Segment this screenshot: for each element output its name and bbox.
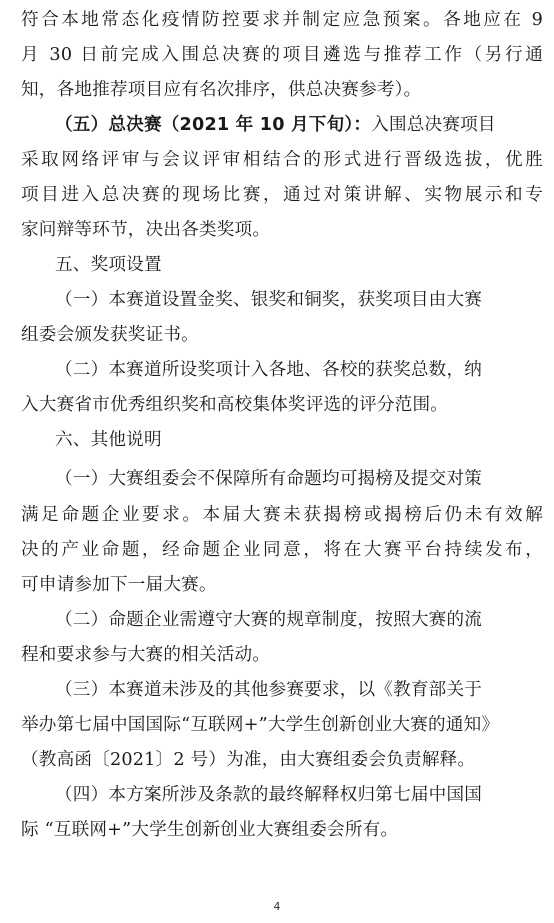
- heading-other: 六、其他说明: [55, 430, 162, 450]
- paragraph-line: 入大赛省市优秀组织奖和高校集体奖评选的评分范围。: [21, 395, 449, 415]
- paragraph-line: （二）本赛道所设奖项计入各地、各校的获奖总数，纳: [55, 360, 483, 380]
- paragraph-line: （二）命题企业需遵守大赛的规章制度，按照大赛的流: [55, 610, 483, 630]
- section-five-title: （五）总决赛（2021 年 10 月下旬）：: [55, 115, 372, 135]
- paragraph-line: 可申请参加下一届大赛。: [21, 575, 217, 595]
- paragraph-line: 组委会颁发获奖证书。: [21, 325, 199, 345]
- page-number: 4: [273, 900, 281, 913]
- paragraph-line: 举办第七届中国国际“互联网+”大学生创新创业大赛的通知》: [21, 715, 500, 735]
- heading-awards: 五、奖项设置: [55, 255, 162, 275]
- paragraph-line: （三）本赛道未涉及的其他参赛要求，以《教育部关于: [55, 680, 483, 700]
- paragraph-line: 月 30 日前完成入围总决赛的项目遴选与推荐工作（另行通: [21, 45, 543, 65]
- section-five-text: 入围总决赛项目: [371, 115, 496, 135]
- paragraph-line: 决的产业命题，经命题企业同意，将在大赛平台持续发布，: [21, 540, 543, 560]
- paragraph-line: 满足命题企业要求。本届大赛未获揭榜或揭榜后仍未有效解: [21, 505, 543, 525]
- paragraph-line: （一）本赛道设置金奖、银奖和铜奖，获奖项目由大赛: [55, 290, 483, 310]
- paragraph-line: （一）大赛组委会不保障所有命题均可揭榜及提交对策: [55, 469, 483, 489]
- paragraph-line: 家问辩等环节，决出各类奖项。: [21, 220, 271, 240]
- paragraph-line: （教高函〔2021〕2 号）为准，由大赛组委会负责解释。: [21, 750, 476, 770]
- paragraph-line: 采取网络评审与会议评审相结合的形式进行晋级选拔，优胜: [21, 150, 543, 170]
- paragraph-line: 项目进入总决赛的现场比赛，通过对策讲解、实物展示和专: [21, 185, 543, 205]
- paragraph-line: 知，各地推荐项目应有名次排序，供总决赛参考）。: [21, 80, 422, 100]
- paragraph-line: 符合本地常态化疫情防控要求并制定应急预案。各地应在 9: [21, 10, 543, 30]
- paragraph-line: 际 “互联网+”大学生创新创业大赛组委会所有。: [21, 820, 399, 840]
- paragraph-line: 程和要求参与大赛的相关活动。: [21, 645, 271, 665]
- paragraph-line: （四）本方案所涉及条款的最终解释权归第七届中国国: [55, 785, 483, 805]
- section-five-line: [55, 113, 543, 137]
